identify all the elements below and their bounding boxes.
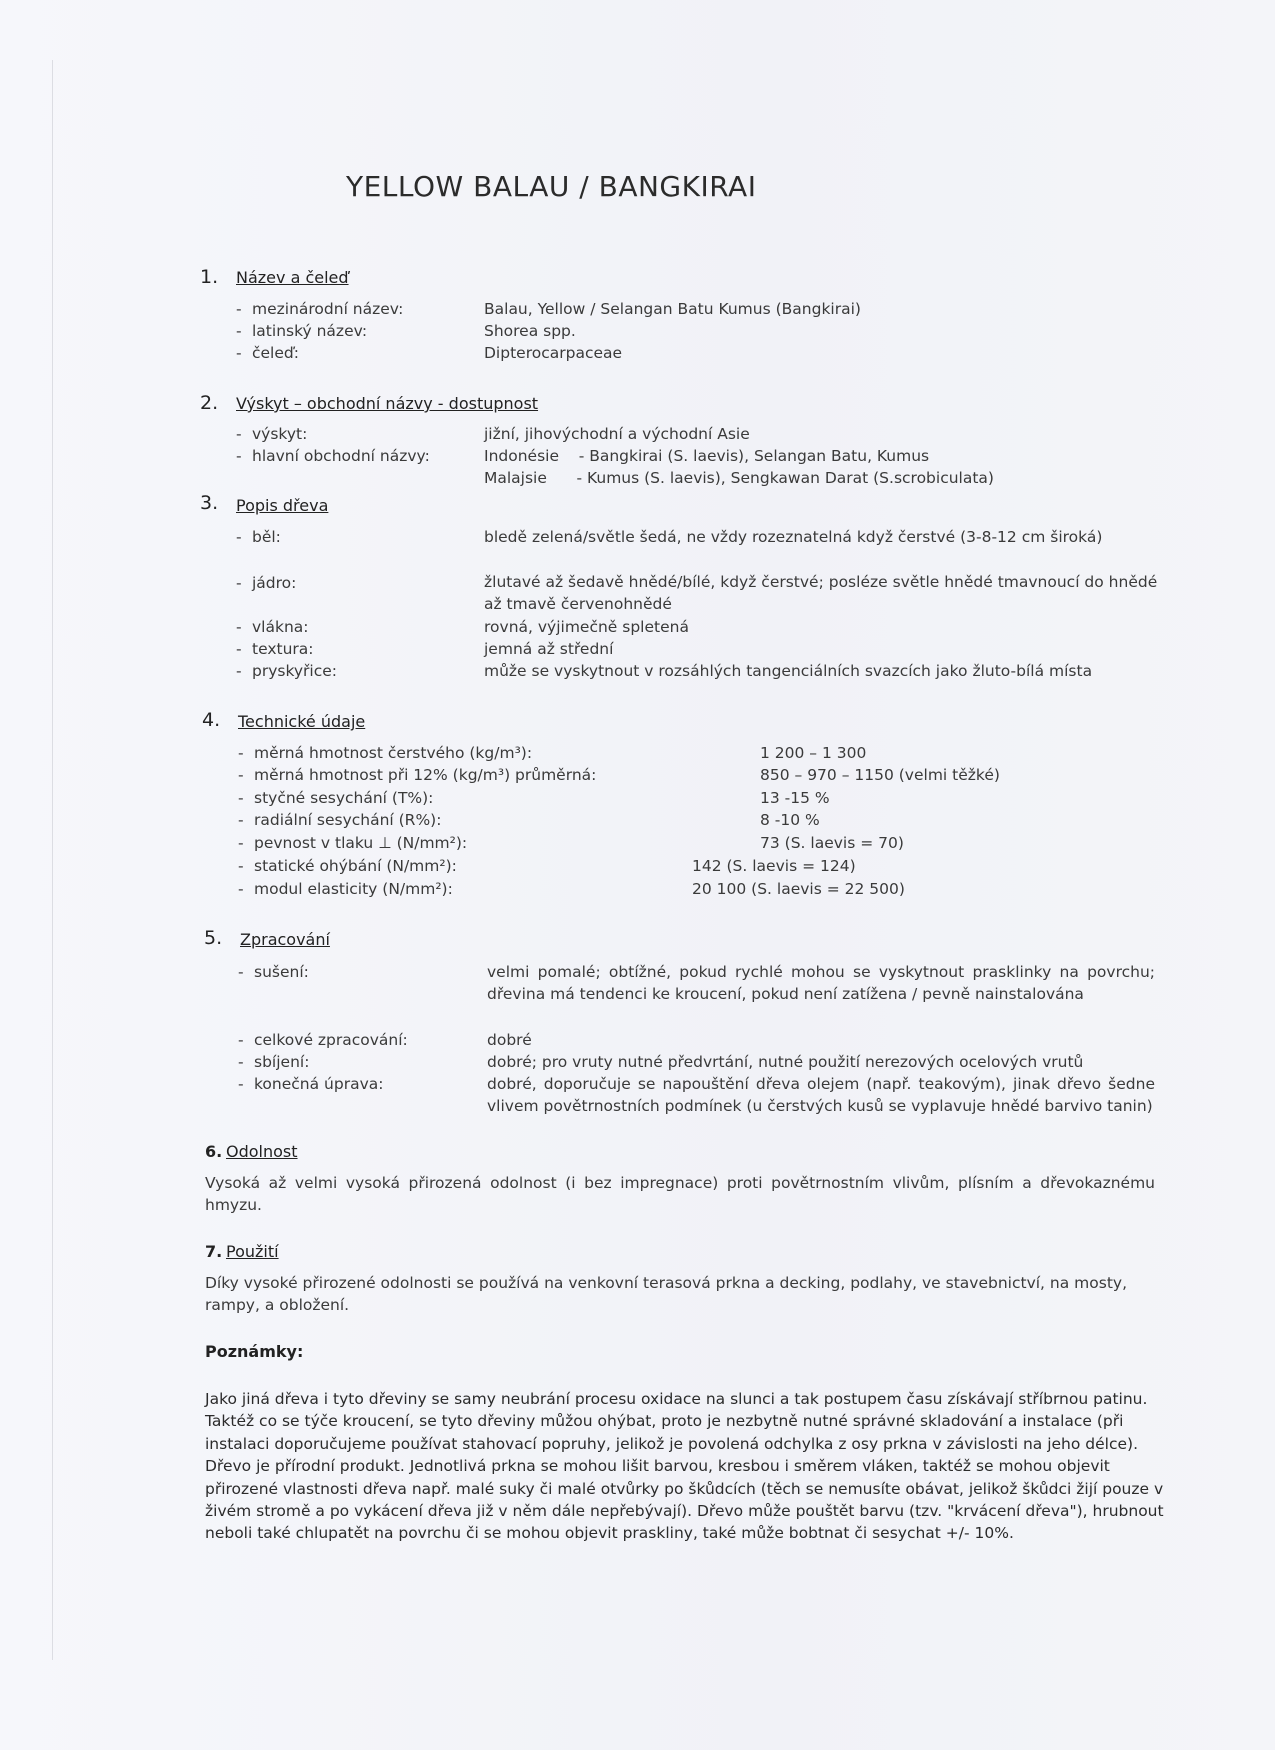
s1-row-label: - latinský název: — [236, 322, 368, 340]
section-6-number: 6. — [205, 1142, 223, 1161]
s1-row-value: Shorea spp. — [484, 322, 576, 340]
s4-row-value: 142 (S. laevis = 124) — [692, 857, 856, 875]
s4-row-value: 73 (S. laevis = 70) — [760, 834, 904, 852]
s4-row-label: - statické ohýbání (N/mm²): — [238, 857, 457, 875]
s3-row-value: žlutavé až šedavě hnědé/bílé, když čerstvé; posléze světle hnědé tmavnoucí do hnědé až tmavě červenohnědé — [484, 573, 1158, 613]
s4-row-label: - styčné sesychání (T%): — [238, 789, 434, 807]
s3-row-value: může se vyskytnout v rozsáhlých tangenciálních svazcích jako žluto-bílá místa — [484, 662, 1093, 680]
s2-row-value: Malajsie - Kumus (S. laevis), Sengkawan Darat (S.scrobiculata) — [484, 469, 994, 487]
s4-row-label: - modul elasticity (N/mm²): — [238, 880, 453, 898]
section-7-text: Díky vysoké přirozené odolnosti se používá na venkovní terasová prkna a decking, podlahy, ve stavebnictví, na mosty, rampy, a obložení. — [205, 1274, 1127, 1314]
document-title: YELLOW BALAU / BANGKIRAI — [346, 170, 757, 203]
section-7-number: 7. — [205, 1242, 223, 1261]
s4-row-value: 8 -10 % — [760, 811, 820, 829]
s5-row-value: dobré; pro vruty nutné předvrtání, nutné použití nerezových ocelových vrutů — [487, 1053, 1084, 1071]
section-5-number: 5. — [204, 927, 223, 949]
section-5-title: Zpracování — [240, 930, 330, 949]
section-6-text: Vysoká až velmi vysoká přirozená odolnost (i bez impregnace) proti povětrnostním vlivům, plísním a dřevokaznému hmyzu. — [205, 1174, 1155, 1214]
s5-row-label: - sušení: — [238, 963, 309, 981]
section-1-number: 1. — [200, 266, 219, 288]
section-3-title: Popis dřeva — [236, 496, 329, 515]
section-1-title: Název a čeleď — [236, 268, 349, 287]
s5-row-label: - sbíjení: — [238, 1053, 310, 1071]
s3-row-label: - textura: — [236, 640, 314, 658]
section-4-number: 4. — [202, 709, 221, 731]
s5-row-label: - konečná úprava: — [238, 1075, 384, 1093]
notes-title: Poznámky: — [205, 1342, 304, 1361]
s5-row-value: velmi pomalé; obtížné, pokud rychlé mohou se vyskytnout prasklinky na povrchu; dřevina má tendenci ke kroucení, pokud není zatížena / pevně nainstalována — [487, 963, 1155, 1003]
section-3-number: 3. — [200, 492, 219, 514]
s1-row-label: - mezinárodní název: — [236, 300, 404, 318]
s4-row-label: - měrná hmotnost při 12% (kg/m³) průměrná: — [238, 766, 597, 784]
s5-row-value: dobré, doporučuje se napouštění dřeva olejem (např. teakovým), jinak dřevo šedne vlivem povětrnostních podmínek (u čerstvých kusů se vyplavuje hnědé barvivo tanin) — [487, 1075, 1155, 1115]
page-edge-shadow — [52, 60, 53, 1660]
s3-row-label: - běl: — [236, 528, 281, 546]
s1-row-value: Balau, Yellow / Selangan Batu Kumus (Bangkirai) — [484, 300, 861, 318]
s3-row-value: jemná až střední — [484, 640, 614, 658]
s4-row-value: 850 – 970 – 1150 (velmi těžké) — [760, 766, 1000, 784]
s4-row-value: 1 200 – 1 300 — [760, 744, 867, 762]
s2-row-value: Indonésie - Bangkirai (S. laevis), Selangan Batu, Kumus — [484, 447, 930, 465]
s1-row-value: Dipterocarpaceae — [484, 344, 623, 362]
s2-row-label: - výskyt: — [236, 425, 308, 443]
s3-row-label: - vlákna: — [236, 618, 309, 636]
s4-row-label: - radiální sesychání (R%): — [238, 811, 442, 829]
s3-row-value: bledě zelená/světle šedá, ne vždy rozeznatelná když čerstvé (3-8-12 cm široká) — [484, 528, 1103, 546]
s4-row-value: 20 100 (S. laevis = 22 500) — [692, 880, 905, 898]
s5-row-value: dobré — [487, 1031, 532, 1049]
section-2-title: Výskyt – obchodní názvy - dostupnost — [236, 394, 539, 413]
s4-row-value: 13 -15 % — [760, 789, 830, 807]
s2-row-label: - hlavní obchodní názvy: — [236, 447, 430, 465]
section-4-title: Technické údaje — [238, 712, 366, 731]
s5-row-label: - celkové zpracování: — [238, 1031, 408, 1049]
section-2-number: 2. — [200, 392, 219, 414]
section-7-title: Použití — [226, 1242, 279, 1261]
s3-row-value: rovná, výjimečně spletená — [484, 618, 689, 636]
section-6-title: Odolnost — [226, 1142, 298, 1161]
s3-row-label: - pryskyřice: — [236, 662, 338, 680]
s4-row-label: - pevnost v tlaku ⊥ (N/mm²): — [238, 834, 468, 852]
s2-row-value: jižní, jihovýchodní a východní Asie — [484, 425, 750, 443]
s4-row-label: - měrná hmotnost čerstvého (kg/m³): — [238, 744, 533, 762]
s1-row-label: - čeleď: — [236, 344, 299, 362]
notes-text: Jako jiná dřeva i tyto dřeviny se samy neubrání procesu oxidace na slunci a tak postupem času získávají stříbrnou patinu. Taktéž co se týče kroucení, se tyto dřeviny můžou ohýbat, proto je nezbytně nutné správné skladování a instalace (při instalaci doporučujeme používat stahovací popruhy, jelikož je povolená odchylka z osy prkna v závislosti na jeho délce). Dřevo je přírodní produkt. Jednotlivá prkna se mohou lišit barvou, kresbou i směrem vláken, taktéž se mohou objevit přirozené vlastnosti dřeva např. malé suky či malé otvůrky po škůdcích (těch se nemusíte obávat, jelikož škůdci žijí pouze v živém stromě a po vykácení dřeva již v něm dále nepřebývají). Dřevo může pouštět barvu (tzv. "krvácení dřeva"), hrubnout neboli také chlupatět na povrchu či se mohou objevit praskliny, také může bobtnat či sesychat +/- 10%. — [205, 1390, 1164, 1543]
s3-row-label: - jádro: — [236, 574, 297, 592]
